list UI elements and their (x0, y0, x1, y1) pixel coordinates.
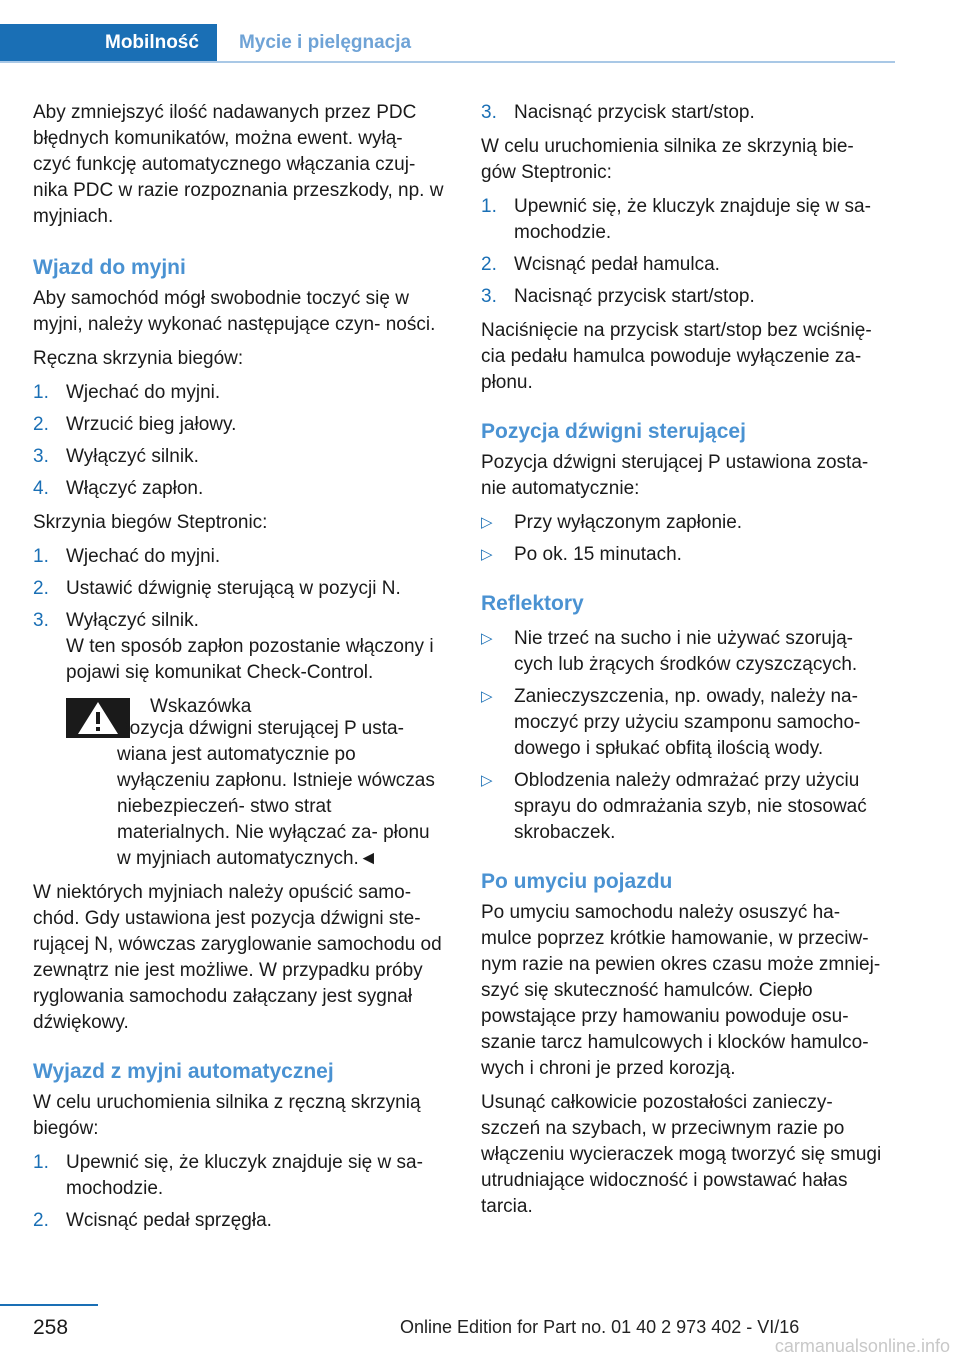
pozycja-items (481, 510, 893, 568)
list-item: 1. Wjechać do myjni. (33, 546, 221, 567)
edition-label: Online Edition for Part no. 01 40 2 973 402 - VI/16 (400, 1317, 800, 1337)
start-stop-paragraph: Naciśnięcie na przycisk start/stop bez wciśnię‐ cia pedału hamulca powoduje wyłączenie za‐ płonu. (481, 320, 872, 393)
note-text: Pozycja dźwigni sterującej P usta‐ wiana jest automatycznie po wyłączeniu zapłonu. Istnieje wówczas niebezpieczeń‐ stwo strat materialnych. Nie wyłączać za‐ płonu w myjniach automatycznych.◄ (117, 718, 435, 869)
bullet-triangle-icon: ▷ (481, 688, 493, 705)
note-title: Wskazówka (150, 696, 252, 717)
steptronic-start-paragraph: W celu uruchomienia silnika ze skrzynią bie‐ gów Steptronic: (481, 136, 854, 183)
bullet-triangle-icon: ▷ (481, 546, 493, 563)
pdc-paragraph: Aby zmniejszyć ilość nadawanych przez PDC błędnych komunikatów, można ewent. wyłą‐ czyć funkcję automatycznego włączania czuj‐ nika PDC w razie rozpoznania przeszkody, np. w myjniach. (33, 102, 444, 227)
heading-reflektory: Reflektory (481, 592, 584, 615)
reflektory-items (481, 626, 893, 846)
heading-po-umyciu: Po umyciu pojazdu (481, 870, 673, 893)
list-item: 1. Wjechać do myjni. (33, 382, 221, 403)
list-item: 1. Upewnić się, że kluczyk znajduje się w sa‐ mochodzie. (33, 1152, 423, 1199)
list-item: 1. Upewnić się, że kluczyk znajduje się w sa‐ mochodzie. (481, 196, 871, 243)
reczna-label: Ręczna skrzynia biegów: (33, 348, 244, 369)
list-item: ▷ Po ok. 15 minutach. (481, 542, 893, 568)
list-item: 3. Nacisnąć przycisk start/stop. (481, 102, 755, 123)
list-item: 2. Wcisnąć pedał sprzęgła. (33, 1210, 272, 1231)
tab-mycie[interactable]: Mycie i pielęgnacja (238, 32, 412, 53)
watermark: carmanualsonline.info (774, 1336, 950, 1356)
heading-pozycja: Pozycja dźwigni sterującej (481, 420, 746, 443)
list-item: ▷ Oblodzenia należy odmrażać przy użyciu sprayu do odmrażania szyb, nie stosować skrobaczek. (481, 768, 893, 846)
list-item: 4. Włączyć zapłon. (33, 478, 204, 499)
list-item: ▷ Przy wyłączonym zapłonie. (481, 510, 893, 536)
header-divider (0, 61, 895, 63)
list-item: 3. Nacisnąć przycisk start/stop. (481, 286, 755, 307)
left-column (33, 100, 445, 1242)
wyjazd-steps-cont (481, 100, 893, 126)
bullet-triangle-icon: ▷ (481, 772, 493, 789)
pozycja-paragraph: Pozycja dźwigni sterującej P ustawiona zosta‐ nie automatycznie: (481, 452, 869, 499)
wjazd-paragraph: Aby samochód mógł swobodnie toczyć się w myjni, należy wykonać następujące czyn‐ ności. (33, 288, 436, 335)
tab-mobilnosc[interactable]: Mobilność (0, 24, 217, 62)
bullet-triangle-icon: ▷ (481, 514, 493, 531)
footer-divider (0, 1304, 98, 1306)
list-item: 2. Wrzucić bieg jałowy. (33, 414, 237, 435)
header-tabs (0, 24, 433, 62)
steptronic-steps (33, 544, 445, 686)
heading-wjazd: Wjazd do myjni (33, 256, 186, 279)
steptronic-start-steps (481, 194, 893, 310)
wyjazd-paragraph: W celu uruchomienia silnika z ręczną skrzynią biegów: (33, 1092, 421, 1139)
list-item: 2. Wcisnąć pedał hamulca. (481, 254, 720, 275)
list-item: 3. Wyłączyć silnik. (33, 446, 199, 467)
right-column (481, 100, 893, 1228)
heading-wyjazd: Wyjazd z myjni automatycznej (33, 1060, 334, 1083)
usunac-paragraph: Usunąć całkowicie pozostałości zanieczy‐ szczeń na szybach, w przeciwnym razie po włączeniu wycieraczek mogą tworzyć się smugi utrudniające widoczność i powstawać hałas tarcia. (481, 1092, 882, 1217)
steptronic-label: Skrzynia biegów Steptronic: (33, 512, 268, 533)
page-number: 258 (33, 1316, 69, 1339)
wyjazd-steps (33, 1150, 445, 1234)
po-umyciu-paragraph: Po umyciu samochodu należy osuszyć ha‐ mulce poprzez krótkie hamowanie, w przeciw‐ nym razie na pewien okres czasu może zmniej‐ szyć się skuteczność hamulców. Ciepło powstające przy hamowaniu powoduje osu‐ szanie tarcz hamulcowych i klocków hamulco‐ wych i chroni je przed korozją. (481, 902, 881, 1079)
list-item: ▷ Zanieczyszczenia, np. owady, należy na‐ moczyć przy użyciu szamponu samocho‐ dowego i spłukać obfitą ilością wody. (481, 684, 893, 762)
lock-paragraph: W niektórych myjniach należy opuścić samo‐ chód. Gdy ustawiona jest pozycja dźwigni ste‐ rującej N, wówczas zaryglowanie samochodu od zewnątrz nie jest możliwe. W przypadku próby ryglowania samochodu załączany jest sygnał dźwiękowy. (33, 882, 442, 1033)
list-item: ▷ Nie trzeć na sucho i nie używać szorują‐ cych lub żrących środków czyszczących. (481, 626, 893, 678)
step3-extra: W ten sposób zapłon pozostanie włączony i pojawi się komunikat Check-Control. (66, 636, 434, 683)
reczna-steps (33, 380, 445, 502)
list-item: 2. Ustawić dźwignię sterującą w pozycji N. (33, 578, 401, 599)
bullet-triangle-icon: ▷ (481, 630, 493, 647)
list-item: 3. Wyłączyć silnik. W ten sposób zapłon pozostanie włączony i pojawi się komunikat Check-Control. (33, 610, 434, 683)
